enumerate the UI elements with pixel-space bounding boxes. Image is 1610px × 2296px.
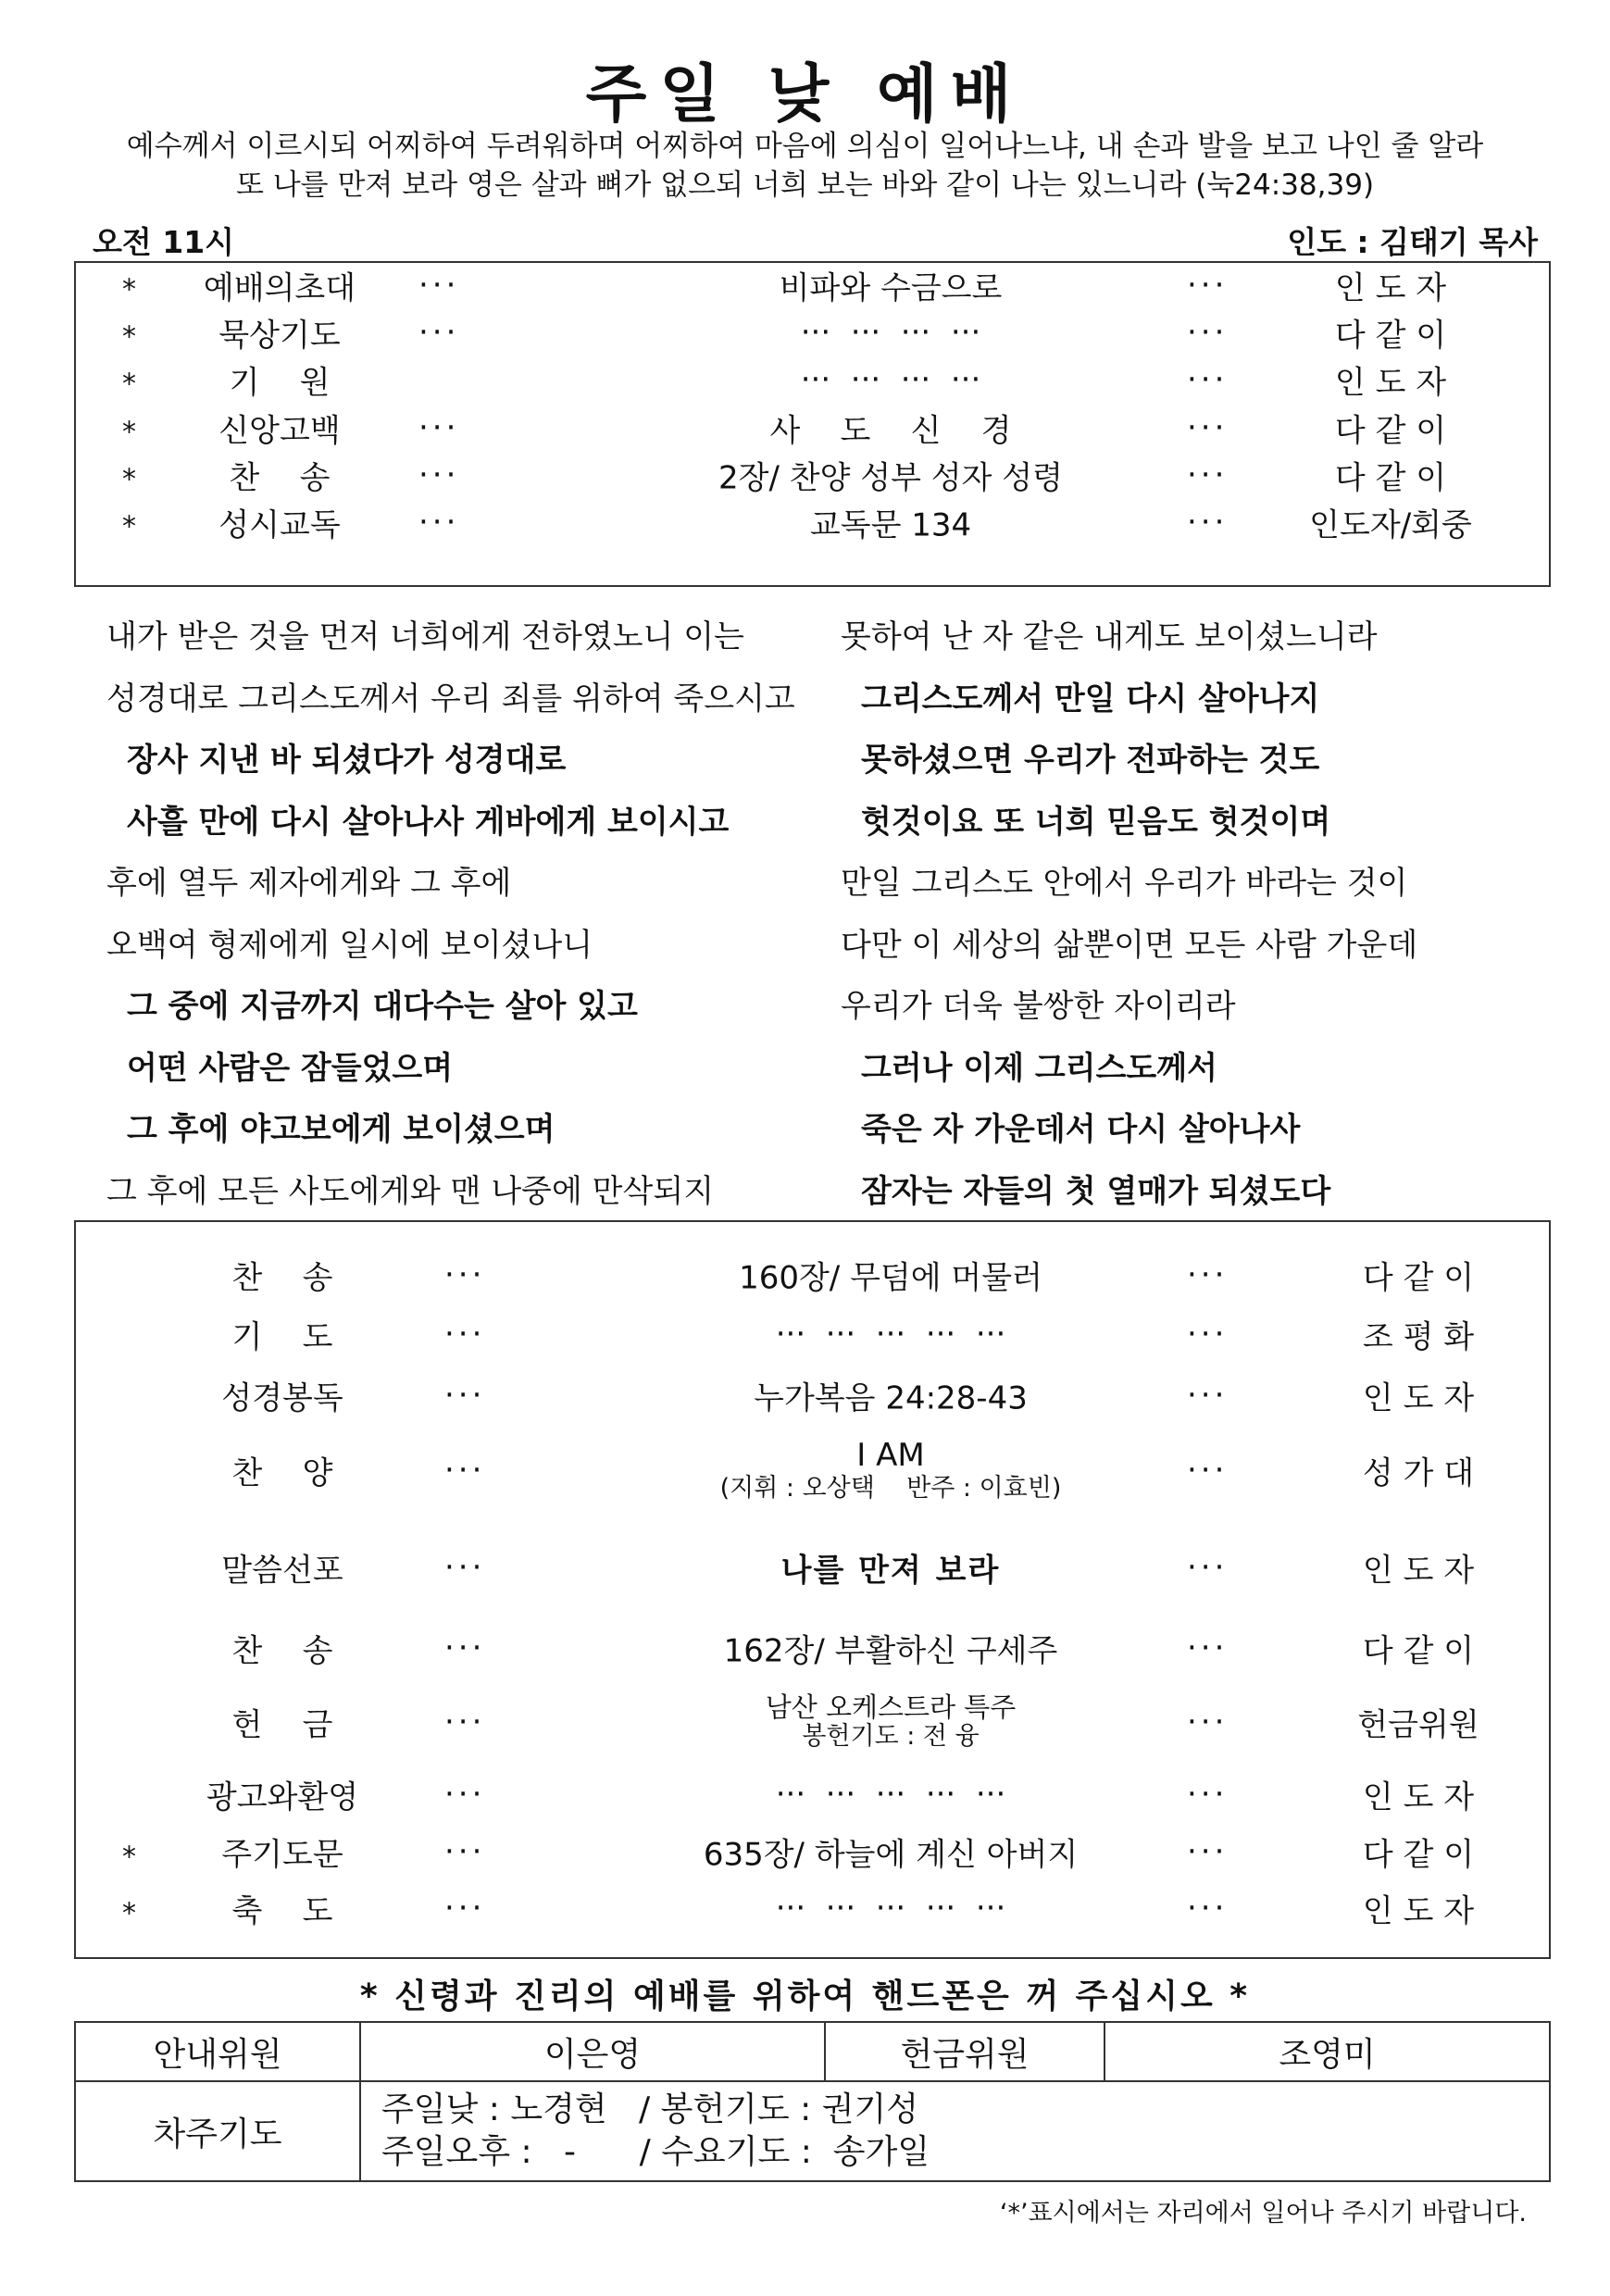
verse-line-1: 예수께서 이르시되 어찌하여 두려워하며 어찌하여 마음에 의심이 일어나느냐, 내 손과 발을 보고 나인 줄 알라 (126, 130, 1484, 163)
order-leader: 헌금위원 (1357, 1706, 1479, 1744)
order-item: 주기도문 (221, 1836, 343, 1874)
order-content: 나를 만져 보라 (780, 1552, 1001, 1590)
order-part1 (74, 261, 1551, 587)
reading-line-left: 어떤 사람은 잠들었으며 (127, 1049, 454, 1087)
stand-mark: * (122, 510, 136, 543)
verse-line-2: 또 나를 만져 보라 영은 살과 뼈가 없으되 너희 보는 바와 같이 나는 있느니라 (눅24:38,39) (235, 168, 1375, 202)
reading-line-right: 죽은 자 가운데서 다시 살아나사 (861, 1111, 1301, 1148)
reading-line-left: 그 중에 지금까지 대다수는 살아 있고 (127, 988, 638, 1025)
order-content: ··· ··· ··· ··· ··· (775, 1776, 1006, 1813)
order-row (76, 309, 1549, 356)
separator: ··· (1187, 409, 1229, 446)
reading-line-left: 사흘 만에 다시 살아나사 게바에게 보이시고 (127, 803, 730, 841)
reading-line-right: 그러나 이제 그리스도께서 (861, 1049, 1217, 1087)
order-content-block (594, 1253, 1187, 1298)
order-content-block (594, 1545, 1187, 1591)
usher-label: 안내위원 (75, 2022, 360, 2081)
offering-name: 조영미 (1105, 2022, 1550, 2081)
order-item: 기 원 (229, 364, 331, 402)
order-row (76, 1828, 1549, 1875)
order-row (76, 1885, 1549, 1931)
separator: ··· (1187, 1256, 1229, 1293)
order-item: 찬 송 (229, 459, 331, 497)
reading-line-left: 성경대로 그리스도께서 우리 죄를 위하여 죽으시고 (106, 680, 795, 718)
separator: ··· (444, 1549, 486, 1586)
order-leader: 다 같 이 (1362, 1632, 1475, 1670)
order-item: 성시교독 (218, 506, 341, 544)
stand-mark: * (122, 463, 136, 496)
separator: ··· (1187, 1833, 1229, 1870)
order-content: 635장/ 하늘에 계신 아버지 (703, 1836, 1079, 1874)
order-row (76, 1311, 1549, 1357)
order-row (76, 1625, 1549, 1671)
order-content: 2장/ 찬양 성부 성자 성령 (718, 459, 1063, 497)
reading-line-left: 후에 열두 제자에게와 그 후에 (106, 865, 512, 902)
order-leader: 다 같 이 (1334, 317, 1447, 355)
next-prayer-detail (360, 2081, 1550, 2181)
order-content: I AM (856, 1437, 925, 1474)
separator: ··· (1187, 267, 1229, 304)
order-row (76, 405, 1549, 451)
order-row (76, 1544, 1549, 1591)
order-row (76, 1372, 1549, 1418)
order-leader: 인 도 자 (1334, 269, 1447, 307)
separator: ··· (444, 1890, 486, 1927)
separator: ··· (1187, 1452, 1229, 1489)
reading-line-right: 잠자는 자들의 첫 열매가 되셨도다 (861, 1172, 1331, 1210)
stand-mark: * (122, 273, 136, 306)
service-time: 오전 11시 (93, 224, 235, 260)
order-leader: 인 도 자 (1362, 1552, 1475, 1590)
order-item: 성경봉독 (221, 1379, 343, 1417)
separator: ··· (444, 1833, 486, 1870)
order-content: 162장/ 부활하신 구세주 (723, 1632, 1058, 1670)
order-row (76, 1691, 1549, 1751)
order-item: 헌 금 (231, 1706, 333, 1744)
stand-mark: * (122, 1841, 136, 1874)
separator: ··· (1187, 1549, 1229, 1586)
order-content-block (594, 1692, 1187, 1752)
order-row (76, 1437, 1549, 1503)
order-content: ··· ··· ··· ··· ··· (775, 1316, 1006, 1353)
reading-line-right: 못하여 난 자 같은 내게도 보이셨느니라 (841, 618, 1378, 655)
order-row (76, 262, 1549, 308)
order-content: 남산 오케스트라 특주 (765, 1691, 1017, 1723)
phone-notice: * 신령과 진리의 예배를 위하여 핸드폰은 꺼 주십시오 * (359, 1978, 1251, 2015)
presider: 인도 : 김태기 목사 (1287, 224, 1538, 260)
order-leader: 인도자/회중 (1309, 506, 1472, 544)
order-item: 광고와환영 (206, 1778, 359, 1816)
order-content: ··· ··· ··· ··· ··· (775, 1890, 1006, 1927)
order-content: 비파와 수금으로 (779, 269, 1003, 307)
reading-line-right: 못하셨으면 우리가 전파하는 것도 (861, 742, 1320, 779)
separator: ··· (418, 504, 460, 541)
order-row (76, 452, 1549, 498)
order-item: 신앙고백 (218, 412, 341, 450)
order-row (76, 1252, 1549, 1298)
reading-line-left: 오백여 형제에게 일시에 보이셨나니 (106, 926, 593, 964)
order-content-block (594, 1626, 1187, 1671)
order-leader: 다 같 이 (1334, 459, 1447, 497)
order-leader: 인 도 자 (1362, 1892, 1475, 1930)
order-leader: 조 평 화 (1362, 1318, 1475, 1356)
separator: ··· (444, 1316, 486, 1353)
next-prayer-label: 차주기도 (75, 2081, 360, 2181)
order-content-block (594, 1829, 1187, 1875)
order-row (76, 1771, 1549, 1817)
reading-line-left: 그 후에 야고보에게 보이셨으며 (127, 1111, 555, 1148)
order-part2 (74, 1220, 1551, 1959)
order-item: 찬 송 (231, 1259, 333, 1297)
order-item: 말씀선포 (221, 1552, 343, 1590)
order-leader: 다 같 이 (1362, 1259, 1475, 1297)
order-item: 찬 송 (231, 1632, 333, 1670)
order-leader: 인 도 자 (1362, 1379, 1475, 1417)
reading-line-left: 내가 받은 것을 먼저 너희에게 전하였노니 이는 (106, 618, 744, 655)
order-leader: 성 가 대 (1362, 1454, 1475, 1492)
order-content: ··· ··· ··· ··· (800, 361, 981, 398)
separator: ··· (444, 1703, 486, 1741)
order-content: 160장/ 무덤에 머물러 (739, 1259, 1042, 1297)
order-content: ··· ··· ··· ··· (800, 314, 981, 351)
separator: ··· (1187, 504, 1229, 541)
order-leader: 다 같 이 (1362, 1836, 1475, 1874)
separator: ··· (444, 1452, 486, 1489)
next-prayer-line-2: 주일오후 : - / 수요기도 : 송가일 (381, 2133, 930, 2171)
staff-table (74, 2021, 1551, 2182)
order-row (76, 356, 1549, 403)
separator: ··· (1187, 456, 1229, 493)
separator: ··· (444, 1629, 486, 1666)
order-content-block (594, 1373, 1187, 1418)
separator: ··· (444, 1377, 486, 1414)
order-content-block (594, 1776, 1187, 1813)
separator: ··· (1187, 1703, 1229, 1741)
footnote: ‘*’표시에서는 자리에서 일어나 주시기 바랍니다. (999, 2199, 1527, 2227)
stand-mark: * (122, 416, 136, 449)
reading-line-right: 그리스도께서 만일 다시 살아나지 (861, 680, 1320, 718)
separator: ··· (418, 267, 460, 304)
separator: ··· (444, 1256, 486, 1293)
order-leader: 인 도 자 (1334, 364, 1447, 402)
separator: ··· (418, 314, 460, 351)
order-row (76, 499, 1549, 545)
separator: ··· (1187, 1316, 1229, 1353)
order-content-block (594, 1437, 1187, 1504)
order-content-sub: (지휘 : 오상택 반주 : 이효빈) (719, 1474, 1062, 1503)
next-prayer-line-1: 주일낮 : 노경현 / 봉헌기도 : 권기성 (381, 2090, 919, 2128)
order-item: 축 도 (231, 1892, 333, 1930)
separator: ··· (1187, 1629, 1229, 1666)
separator: ··· (1187, 361, 1229, 398)
usher-name: 이은영 (360, 2022, 825, 2081)
reading-line-right: 헛것이요 또 너희 믿음도 헛것이며 (861, 803, 1331, 841)
separator: ··· (444, 1776, 486, 1813)
separator: ··· (1187, 1776, 1229, 1813)
order-content-block (594, 1316, 1187, 1353)
page-title: 주일 낮 예배 (585, 58, 1025, 131)
order-content-sub: 봉헌기도 : 전 융 (802, 1722, 980, 1751)
reading-line-right: 다만 이 세상의 삶뿐이면 모든 사람 가운데 (841, 926, 1418, 964)
order-content-block (594, 1890, 1187, 1927)
separator: ··· (1187, 1890, 1229, 1927)
reading-line-left: 장사 지낸 바 되셨다가 성경대로 (127, 742, 567, 779)
separator: ··· (418, 456, 460, 493)
order-item: 기 도 (231, 1318, 333, 1356)
stand-mark: * (122, 368, 136, 401)
order-item: 묵상기도 (218, 317, 341, 355)
order-leader: 다 같 이 (1334, 412, 1447, 450)
reading-line-right: 우리가 더욱 불쌍한 자이리라 (841, 988, 1236, 1025)
separator: ··· (418, 409, 460, 446)
stand-mark: * (122, 320, 136, 354)
offering-label: 헌금위원 (825, 2022, 1105, 2081)
order-leader: 인 도 자 (1362, 1778, 1475, 1816)
order-item: 찬 양 (231, 1454, 333, 1492)
order-content: 사 도 신 경 (769, 412, 1012, 450)
order-content: 누가복음 24:28-43 (754, 1379, 1028, 1417)
stand-mark: * (122, 1897, 136, 1930)
separator: ··· (1187, 314, 1229, 351)
order-content: 교독문 134 (809, 506, 972, 544)
order-item: 예배의초대 (203, 269, 356, 307)
reading-line-left: 그 후에 모든 사도에게와 맨 나중에 만삭되지 (106, 1172, 715, 1210)
reading-line-right: 만일 그리스도 안에서 우리가 바라는 것이 (841, 865, 1408, 902)
separator: ··· (1187, 1377, 1229, 1414)
